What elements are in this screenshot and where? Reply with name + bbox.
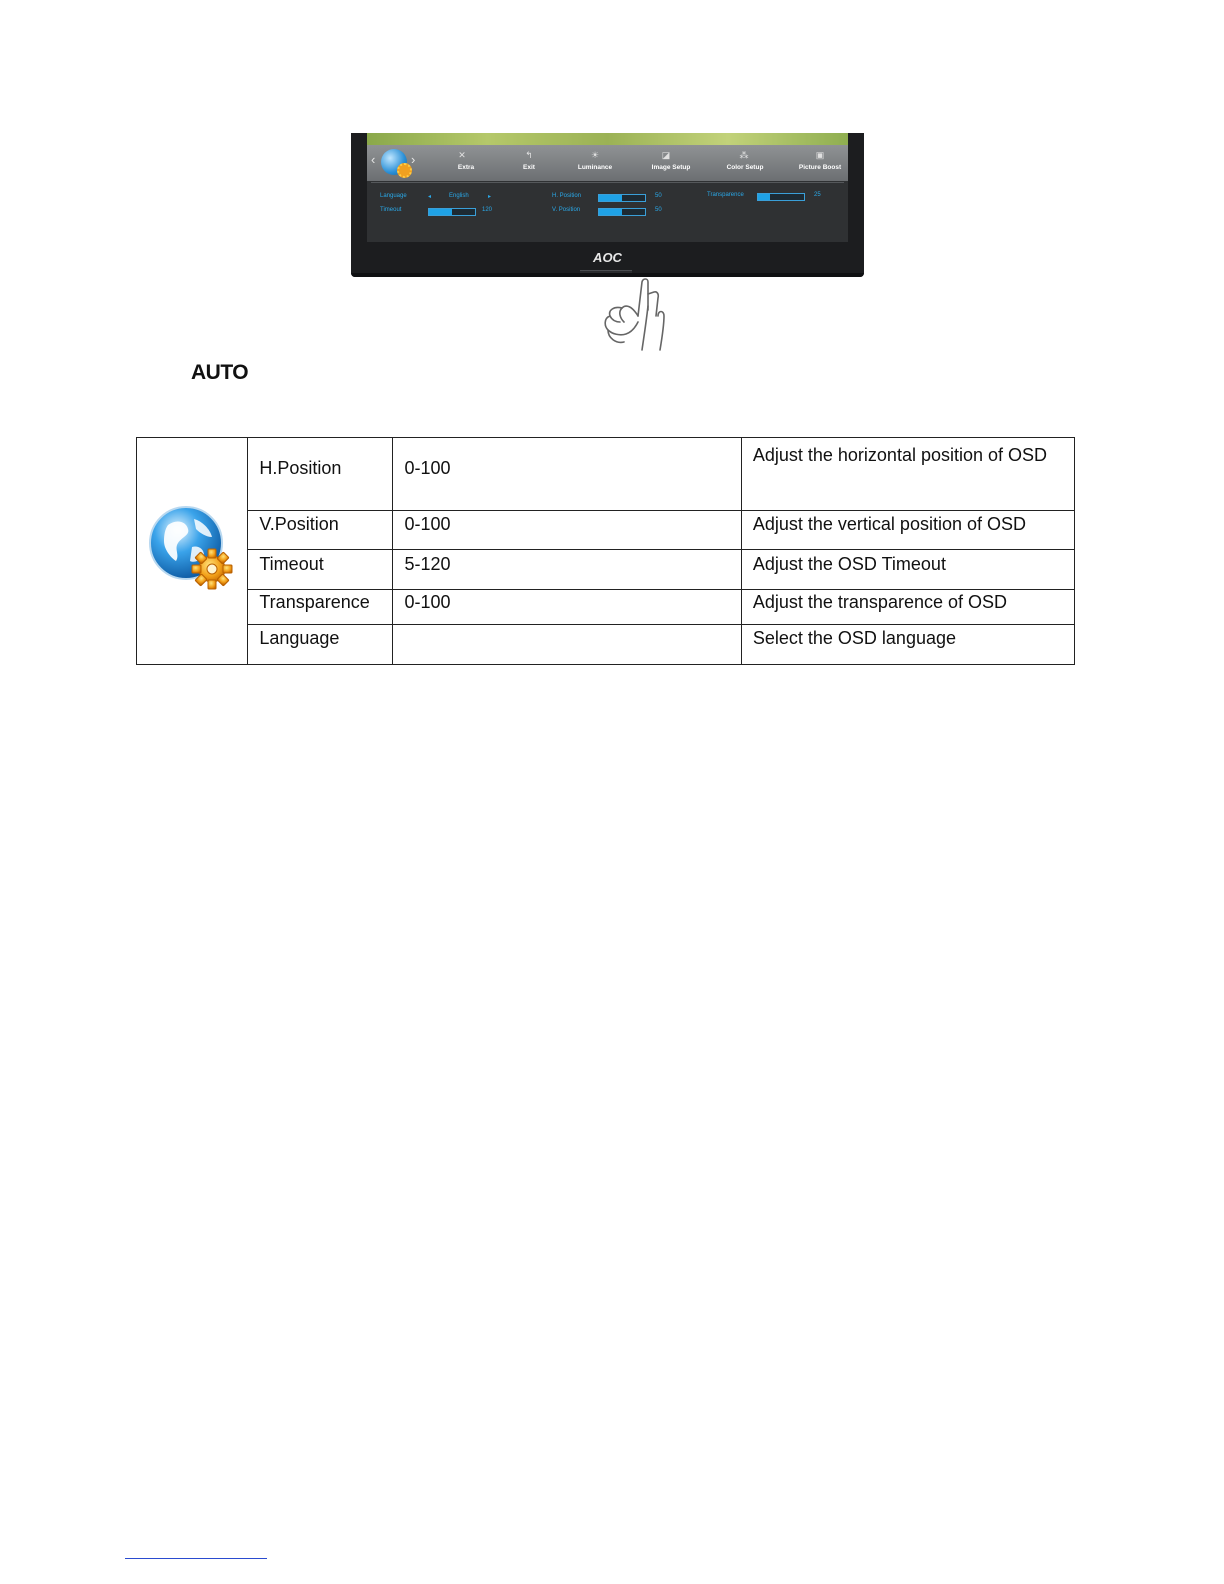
osd-hpos-label: H. Position [552, 193, 582, 199]
table-row [137, 438, 1075, 511]
row-description: Select the OSD language [741, 625, 1074, 665]
osd-transparence-label: Transparence [707, 192, 744, 198]
color-setup-icon: ⁂ [739, 150, 749, 160]
monitor-photo [351, 133, 864, 277]
osd-timeout-slider[interactable] [428, 208, 476, 216]
osd-hpos-slider[interactable] [598, 194, 646, 202]
exit-icon: ↰ [525, 150, 533, 160]
row-description: Adjust the horizontal position of OSD [741, 438, 1074, 511]
row-name: Timeout [248, 550, 393, 590]
osd-hpos-value: 50 [655, 193, 662, 199]
row-name: V.Position [248, 511, 393, 550]
osd-language-right-arrow-icon[interactable]: ▸ [488, 194, 492, 200]
osd-timeout-slider-fill [429, 209, 452, 215]
osd-setup-gear-icon [397, 163, 412, 178]
osd-tab-picture-boost[interactable]: Picture Boost [798, 164, 842, 171]
osd-hpos-slider-fill [599, 195, 622, 201]
row-range [393, 625, 741, 665]
table-icon-cell [137, 438, 248, 665]
row-description: Adjust the vertical position of OSD [741, 511, 1074, 550]
osd-tab-color-setup[interactable]: Color Setup [726, 164, 764, 171]
table-row [137, 511, 1075, 550]
osd-transparence-slider[interactable] [757, 193, 805, 201]
osd-language-label: Language [380, 193, 407, 199]
row-description: Adjust the OSD Timeout [741, 550, 1074, 590]
osd-right-arrow-icon[interactable]: › [411, 152, 416, 167]
osd-language-value: English [449, 193, 469, 199]
osd-tab-luminance[interactable]: Luminance [577, 164, 613, 171]
osd-timeout-label: Timeout [380, 207, 402, 213]
row-name: Language [248, 625, 393, 665]
osd-transparence-slider-fill [758, 194, 770, 200]
sun-icon: ☀ [590, 150, 600, 160]
osd-left-arrow-icon[interactable]: ‹ [371, 152, 376, 167]
row-name: Transparence [248, 590, 393, 625]
aoc-logo: AOC [593, 250, 622, 265]
row-description: Adjust the transparence of OSD [741, 590, 1074, 625]
osd-setup-table [136, 437, 1075, 665]
row-range: 0-100 [393, 438, 741, 511]
osd-tab-bar [367, 145, 848, 181]
row-range: 0-100 [393, 511, 741, 550]
osd-setup-globe-gear-icon [146, 503, 238, 595]
row-range: 0-100 [393, 590, 741, 625]
osd-timeout-value: 120 [482, 207, 493, 213]
table-row [137, 550, 1075, 590]
osd-vpos-slider[interactable] [598, 208, 646, 216]
picture-boost-icon: ▣ [815, 150, 825, 160]
osd-language-left-arrow-icon[interactable]: ◂ [428, 194, 432, 200]
screen-wallpaper-strip [367, 133, 848, 145]
osd-vpos-value: 50 [655, 207, 662, 213]
osd-vpos-label: V. Position [552, 207, 581, 213]
section-title: AUTO [191, 361, 249, 384]
osd-menu [367, 145, 848, 242]
osd-tab-image-setup[interactable]: Image Setup [651, 164, 691, 171]
image-setup-icon: ◪ [661, 150, 671, 160]
row-name: H.Position [248, 438, 393, 511]
osd-divider [371, 182, 844, 183]
footer-rule [125, 1558, 267, 1559]
osd-vpos-slider-fill [599, 209, 622, 215]
row-range: 5-120 [393, 550, 741, 590]
osd-tab-extra[interactable]: Extra [457, 164, 475, 171]
osd-tab-exit[interactable]: Exit [523, 164, 535, 171]
x-icon: ✕ [458, 150, 466, 160]
table-row [137, 625, 1075, 665]
table-row [137, 590, 1075, 625]
osd-transparence-value: 25 [814, 192, 821, 198]
pressing-hand-icon [598, 276, 672, 354]
